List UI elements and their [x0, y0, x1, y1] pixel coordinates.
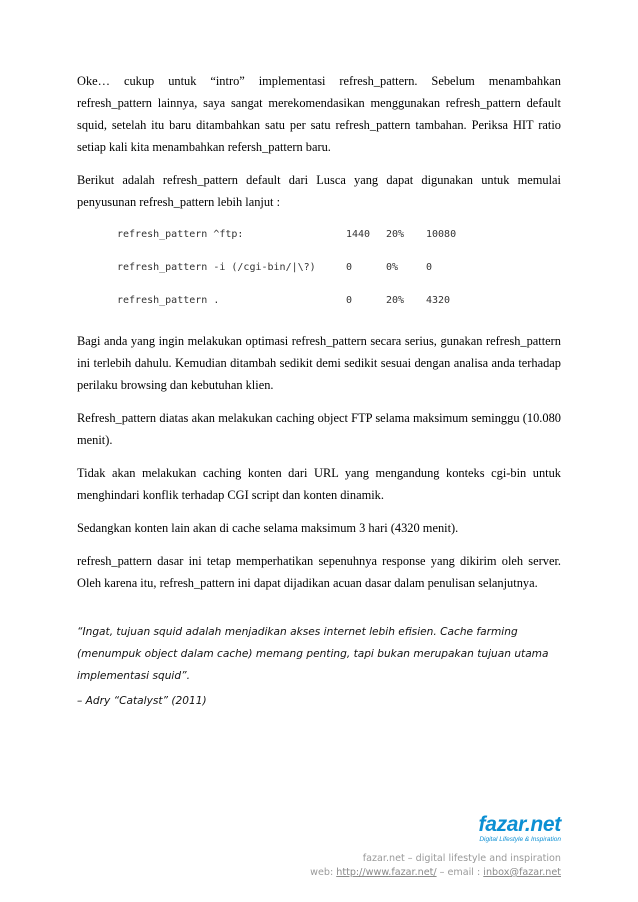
paragraph-ftp: Refresh_pattern diatas akan melakukan caching object FTP selama maksimum seminggu (10.080 menit). [77, 411, 561, 447]
paragraph-konten-lain: Sedangkan konten lain akan di cache selama maksimum 3 hari (4320 menit). [77, 521, 459, 535]
email-link[interactable]: inbox@fazar.net [483, 867, 561, 878]
email-label: – email : [436, 867, 484, 878]
code-pattern: refresh_pattern ^ftp: [117, 229, 244, 240]
quote-text: “Ingat, tujuan squid adalah menjadikan akses internet lebih efisien. Cache farming (menumpuk object dalam cache) memang penting, tapi bukan merupakan tujuan utama implementasi squid”. [77, 626, 549, 682]
code-row [117, 257, 456, 290]
paragraph-optimasi: Bagi anda yang ingin melakukan optimasi refresh_pattern secara serius, gunakan refresh_pattern ini terlebih dahulu. Kemudian ditambah sedikit demi sedikit sesuai dengan analisa anda terhadap perilaku browsing dan kebutuhan klien. [77, 334, 561, 392]
code-max: 4320 [426, 295, 451, 306]
code-row [117, 224, 456, 257]
code-pattern: refresh_pattern . [117, 295, 220, 306]
footer-contact [310, 866, 561, 880]
code-max: 10080 [426, 229, 457, 240]
web-label: web: [310, 867, 337, 878]
paragraph-cgi-bin: Tidak akan melakukan caching konten dari URL yang mengandung konteks cgi-bin untuk menghindari konflik terhadap CGI script dan konten dinamik. [77, 466, 561, 502]
page-footer [310, 814, 561, 880]
code-min: 0 [346, 262, 353, 273]
code-max: 0 [426, 262, 433, 273]
code-pattern: refresh_pattern -i (/cgi-bin/|\?) [117, 262, 316, 273]
logo-tagline: Digital Lifestyle & Inspiration [479, 836, 561, 843]
code-percent: 20% [386, 295, 405, 306]
fazar-net-logo: fazar.net [478, 813, 561, 836]
paragraph-response-server: refresh_pattern dasar ini tetap memperhatikan sepenuhnya response yang dikirim oleh server. Oleh karena itu, refresh_pattern ini dapat dijadikan acuan dasar dalam penulisan selanjutnya. [77, 554, 561, 590]
code-min: 1440 [346, 229, 371, 240]
code-percent: 0% [386, 262, 399, 273]
paragraph-default-lusca: Berikut adalah refresh_pattern default dari Lusca yang dapat digunakan untuk memulai penyusunan refresh_pattern lebih lanjut : [77, 173, 561, 209]
paragraph-intro: Oke… cukup untuk “intro” implementasi refresh_pattern. Sebelum menambahkan refresh_pattern lainnya, saya sangat merekomendasikan menggunakan refresh_pattern default squid, setelah itu baru ditambahkan satu per satu refresh_pattern tambahan. Periksa HIT ratio setiap kali kita menambahkan refersh_pattern baru. [77, 74, 561, 154]
code-row [117, 290, 456, 323]
refresh-pattern-code-block [117, 224, 456, 323]
quote-author: – Adry “Catalyst” (2011) [77, 695, 207, 707]
quote-block [77, 621, 561, 687]
code-percent: 20% [386, 229, 405, 240]
website-link[interactable]: http://www.fazar.net/ [336, 867, 437, 878]
code-min: 0 [346, 295, 353, 306]
footer-tagline: fazar.net – digital lifestyle and inspiration [362, 853, 561, 864]
document-body [77, 70, 561, 707]
